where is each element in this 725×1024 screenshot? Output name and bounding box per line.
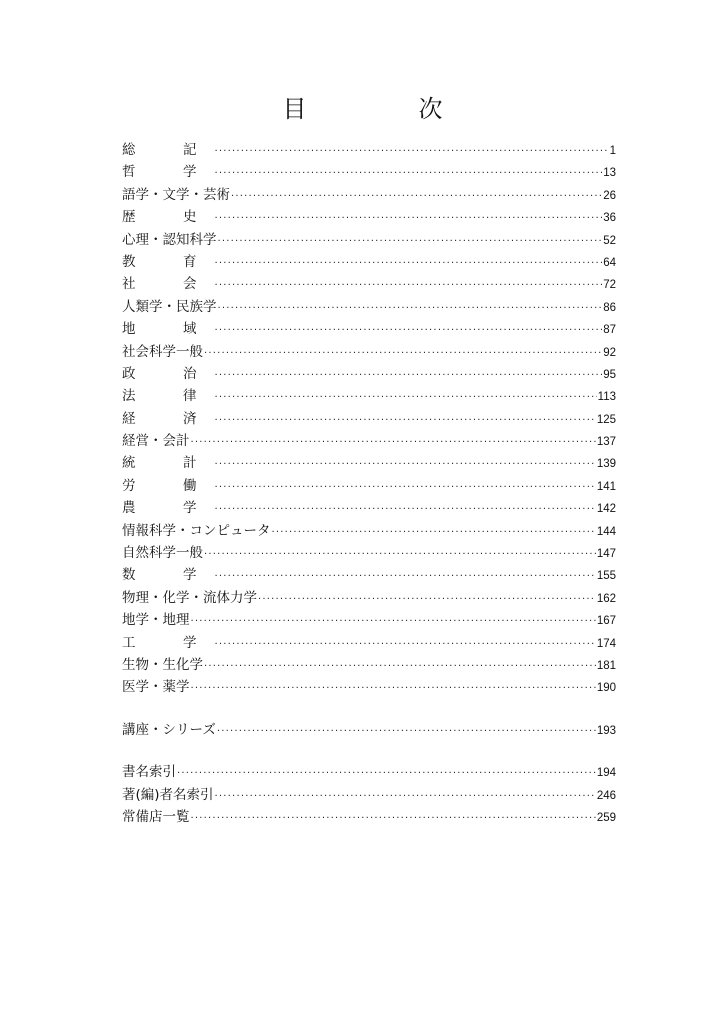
- toc-leader-dots: [215, 387, 597, 409]
- toc-entry-page: 259: [596, 811, 616, 824]
- toc-entry-label: 数 学: [122, 567, 214, 584]
- toc-entry[interactable]: [122, 229, 616, 251]
- toc-entry-label: 講座・シリーズ: [122, 721, 216, 738]
- toc-entry-label: 物理・化学・流体力学: [122, 589, 257, 606]
- toc-leader-dots: [191, 678, 596, 700]
- toc-entry[interactable]: [122, 273, 616, 295]
- toc-entry-page: 95: [603, 368, 616, 381]
- toc-leader-dots: [215, 786, 596, 808]
- toc-entry[interactable]: [122, 475, 616, 497]
- toc-entry-label: 社会科学一般: [122, 343, 203, 360]
- toc-entry-label: 経 済: [122, 410, 214, 427]
- toc-entry[interactable]: [122, 719, 616, 741]
- toc-entry[interactable]: [122, 452, 616, 474]
- toc-entry-label: 書名索引: [122, 764, 176, 781]
- toc-entry[interactable]: [122, 806, 616, 828]
- group-spacer: [122, 699, 616, 719]
- toc-entry-label: 教 育: [122, 253, 214, 270]
- toc-entry-page: 246: [596, 789, 616, 802]
- toc-entry[interactable]: [122, 564, 616, 586]
- toc-leader-dots: [215, 566, 596, 588]
- toc-leader-dots: [215, 253, 603, 275]
- toc-entry-label: 地 域: [122, 321, 214, 338]
- toc-leader-dots: [272, 522, 596, 544]
- toc-leader-dots: [215, 141, 609, 163]
- group-spacer: [122, 741, 616, 761]
- toc-entry[interactable]: [122, 161, 616, 183]
- toc-leader-dots: [191, 432, 596, 454]
- toc-entry-page: 52: [603, 234, 616, 247]
- toc-entry-page: 194: [596, 767, 616, 780]
- toc-leader-dots: [204, 656, 596, 678]
- toc-entry-label: 社 会: [122, 276, 214, 293]
- toc-entry[interactable]: [122, 609, 616, 631]
- toc-entry-page: 86: [603, 301, 616, 314]
- toc-entry[interactable]: [122, 654, 616, 676]
- toc-entry-page: 167: [596, 615, 616, 628]
- toc-entry-label: 総 記: [122, 142, 214, 158]
- table-of-contents: [122, 139, 616, 828]
- toc-entry[interactable]: [122, 520, 616, 542]
- toc-entry[interactable]: [122, 341, 616, 363]
- toc-entry-page: 193: [596, 724, 616, 737]
- toc-entry-label: 法 律: [122, 388, 214, 405]
- toc-entry-label: 自然科学一般: [122, 545, 203, 562]
- toc-entry[interactable]: [122, 296, 616, 318]
- toc-entry[interactable]: [122, 363, 616, 385]
- toc-entry-page: 13: [603, 167, 616, 180]
- toc-leader-dots: [215, 320, 603, 342]
- toc-leader-dots: [215, 208, 603, 230]
- toc-entry-label: 政 治: [122, 365, 214, 382]
- toc-entry-page: 1: [609, 145, 616, 157]
- toc-entry[interactable]: [122, 542, 616, 564]
- toc-entry-page: 174: [596, 637, 616, 650]
- toc-entry-label: 統 計: [122, 455, 214, 472]
- toc-leader-dots: [204, 544, 596, 566]
- toc-leader-dots: [215, 410, 596, 432]
- toc-entry-page: 92: [603, 346, 616, 359]
- toc-leader-dots: [215, 454, 596, 476]
- toc-leader-dots: [258, 589, 596, 611]
- toc-entry[interactable]: [122, 497, 616, 519]
- toc-leader-dots: [218, 298, 603, 320]
- page-title: 目 次: [282, 95, 487, 123]
- toc-entry-label: 経営・会計: [122, 433, 190, 450]
- toc-entry[interactable]: [122, 430, 616, 452]
- toc-entry[interactable]: [122, 676, 616, 698]
- toc-entry-label: 常備店一覧: [122, 808, 190, 825]
- toc-entry-page: 87: [603, 324, 616, 337]
- toc-entry-page: 181: [596, 659, 616, 672]
- toc-entry-label: 生物・生化学: [122, 656, 203, 673]
- toc-entry-label: 著(編)者名索引: [122, 786, 214, 803]
- toc-entry[interactable]: [122, 408, 616, 430]
- toc-entry-label: 哲 学: [122, 164, 214, 181]
- toc-entry[interactable]: [122, 206, 616, 228]
- toc-leader-dots: [231, 186, 602, 208]
- toc-entry-label: 歴 史: [122, 209, 214, 226]
- toc-leader-dots: [217, 721, 596, 743]
- toc-leader-dots: [215, 163, 603, 185]
- toc-entry-page: 162: [596, 592, 616, 605]
- toc-entry-page: 142: [596, 503, 616, 516]
- toc-entry-label: 工 学: [122, 634, 214, 651]
- toc-entry[interactable]: [122, 251, 616, 273]
- toc-leader-dots: [215, 275, 603, 297]
- toc-entry-label: 語学・文学・芸術: [122, 186, 230, 203]
- toc-entry[interactable]: [122, 587, 616, 609]
- toc-entry-page: 137: [596, 436, 616, 449]
- toc-leader-dots: [204, 343, 602, 365]
- toc-entry-page: 36: [603, 212, 616, 225]
- toc-leader-dots: [177, 763, 596, 785]
- toc-entry[interactable]: [122, 761, 616, 783]
- toc-entry-label: 医学・薬学: [122, 679, 190, 696]
- toc-entry-page: 144: [596, 525, 616, 538]
- toc-entry[interactable]: [122, 784, 616, 806]
- toc-entry-page: 155: [596, 570, 616, 583]
- toc-leader-dots: [218, 231, 603, 253]
- toc-entry-page: 26: [603, 189, 616, 202]
- toc-leader-dots: [215, 477, 596, 499]
- toc-leader-dots: [215, 365, 603, 387]
- toc-leader-dots: [191, 808, 596, 830]
- toc-entry-page: 139: [596, 458, 616, 471]
- toc-entry-label: 労 働: [122, 477, 214, 494]
- toc-entry-page: 190: [596, 682, 616, 695]
- toc-entry-page: 72: [603, 279, 616, 292]
- toc-entry-label: 情報科学・コンピュータ: [122, 522, 271, 539]
- toc-entry-label: 農 学: [122, 500, 214, 517]
- toc-leader-dots: [215, 634, 596, 656]
- toc-entry-page: 125: [596, 413, 616, 426]
- toc-entry-page: 147: [596, 548, 616, 561]
- toc-entry[interactable]: [122, 632, 616, 654]
- toc-entry-page: 64: [603, 256, 616, 269]
- toc-entry-page: 113: [597, 391, 616, 404]
- toc-leader-dots: [215, 499, 596, 521]
- toc-leader-dots: [191, 611, 596, 633]
- toc-entry-label: 人類学・民族学: [122, 298, 217, 315]
- toc-entry[interactable]: [122, 385, 616, 407]
- toc-entry-label: 地学・地理: [122, 612, 190, 629]
- toc-entry-label: 心理・認知科学: [122, 231, 217, 248]
- toc-entry[interactable]: [122, 318, 616, 340]
- toc-entry[interactable]: [122, 139, 616, 161]
- toc-entry[interactable]: [122, 184, 616, 206]
- toc-entry-page: 141: [596, 480, 616, 493]
